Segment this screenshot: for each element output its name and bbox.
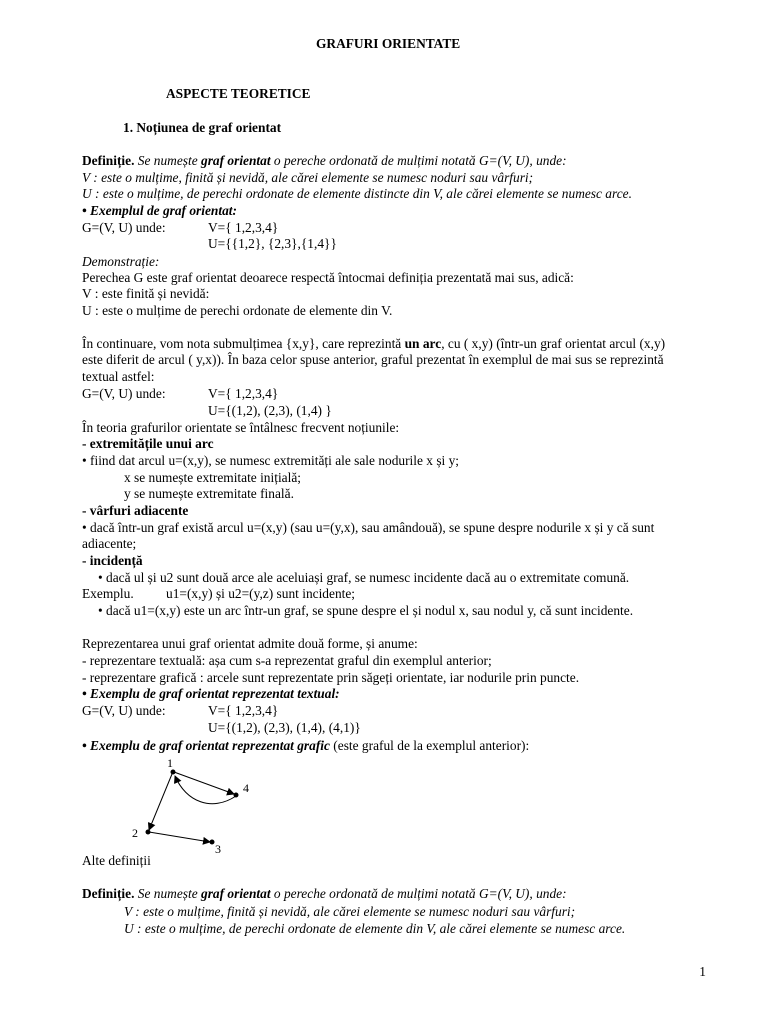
example-2-u: U={(1,2), (2,3), (1,4), (4,1)} <box>208 720 361 735</box>
node-label-2: 2 <box>132 826 138 840</box>
definition-2-v: V : este o mulțime, finită și nevidă, ale cărei elemente se numesc noduri sau vârfuri; <box>124 904 576 919</box>
definition-term: graf orientat <box>201 153 271 168</box>
graph-drawing <box>122 752 322 862</box>
demo-line-3: U : este o mulțime de perechi ordonate de elemente din V. <box>82 303 393 318</box>
example-1-u: U={{1,2}, {2,3},{1,4}} <box>208 236 337 251</box>
definition-1-u: U : este o mulțime, de perechi ordonate de elemente distincte din V, ale cărei elemente se numesc arce. <box>82 186 632 201</box>
arc-2-3 <box>149 832 210 842</box>
node-label-1: 1 <box>167 756 173 770</box>
definition-2: Definiție. Se numește graf orientat o pereche ordonată de mulțimi notată G=(V, U), unde: <box>82 886 567 901</box>
alte-definitii: Alte definiții <box>82 853 151 868</box>
adiacente-line-2: adiacente; <box>82 536 137 551</box>
reprezentare-line-3: - reprezentare grafică : arcele sunt reprezentate prin săgeți orientate, iar nodurile prin puncte. <box>82 670 580 685</box>
extremitati-line-1: • fiind dat arcul u=(x,y), se numesc extremități ale sale nodurile x și y; <box>82 453 460 468</box>
definition-term: graf orientat <box>201 886 271 901</box>
demo-line-2: V : este finită și nevidă: <box>82 286 210 301</box>
incidenta-example: u1=(x,y) și u2=(y,z) sunt incidente; <box>166 586 356 601</box>
arc-1-4 <box>174 772 234 794</box>
node-4 <box>234 793 239 798</box>
continuare-line-1: În continuare, vom nota submulțimea {x,y}, care reprezintă un arc, cu ( x,y) (într-un graf orientat arcul (x,y) <box>82 336 666 351</box>
node-label-4: 4 <box>243 781 249 795</box>
definition-label: Definiție. <box>82 886 135 901</box>
node-1 <box>171 770 176 775</box>
document-title: GRAFURI ORIENTATE <box>316 36 461 51</box>
reprezentare-line-1: Reprezentarea unui graf orientat admite două forme, și anume: <box>82 636 418 651</box>
incidenta-line-1: • dacă ul și u2 sunt două arce ale aceluiași graf, se numesc incidente dacă au o extremitate comună. <box>98 570 630 585</box>
example-1-heading: • Exemplul de graf orientat: <box>82 203 237 218</box>
example-1-v: V={ 1,2,3,4} <box>208 220 279 235</box>
reprezentare-line-2: - reprezentare textuală: așa cum s-a reprezentat graful din exemplul anterior; <box>82 653 492 668</box>
example-2-g: G=(V, U) unde: <box>82 703 166 718</box>
node-3 <box>210 840 215 845</box>
subsection-heading: 1. Noțiunea de graf orientat <box>123 120 282 135</box>
page-number: 1 <box>699 964 706 979</box>
incidenta-heading: - incidență <box>82 553 143 568</box>
continuare-g: G=(V, U) unde: <box>82 386 166 401</box>
continuare-u: U={(1,2), (2,3), (1,4) } <box>208 403 332 418</box>
example-3-heading: • Exemplu de graf orientat reprezentat grafic (este graful de la exemplul anterior): <box>82 738 530 753</box>
adiacente-heading: - vârfuri adiacente <box>82 503 189 518</box>
example-2-v: V={ 1,2,3,4} <box>208 703 279 718</box>
adiacente-line-1: • dacă într-un graf există arcul u=(x,y) (sau u=(y,x), sau amândouă), se spune despre nodurile x și y că sunt <box>82 520 655 535</box>
arc-4-1 <box>175 776 236 804</box>
definition-1-v: V : este o mulțime, finită și nevidă, ale cărei elemente se numesc noduri sau vârfuri; <box>82 170 534 185</box>
example-2-heading: • Exemplu de graf orientat reprezentat textual: <box>82 686 340 701</box>
continuare-line-2: este diferit de arcul ( y,x)). În baza celor spuse anterior, graful prezentat în exemplul de mai sus se reprezintă <box>82 352 664 367</box>
definition-1: Definiție. Se numește graf orientat o pereche ordonată de mulțimi notată G=(V, U), unde: <box>82 153 567 168</box>
extremitati-line-2: x se numește extremitate inițială; <box>124 470 301 485</box>
definition-2-u: U : este o mulțime, de perechi ordonate de elemente din V, ale cărei elemente se numesc arce. <box>124 921 626 936</box>
node-label-3: 3 <box>215 842 221 856</box>
incidenta-example-label: Exemplu. <box>82 586 134 601</box>
incidenta-line-3: • dacă u1=(x,y) este un arc într-un graf, se spune despre el și nodul x, sau nodul y, că sunt incidente. <box>98 603 634 618</box>
demo-heading: Demonstrație: <box>82 254 160 269</box>
node-2 <box>146 830 151 835</box>
extremitati-heading: - extremitățile unui arc <box>82 436 214 451</box>
demo-line-1: Perechea G este graf orientat deoarece respectă întocmai definiția prezentată mai sus, adică: <box>82 270 574 285</box>
example-1-g: G=(V, U) unde: <box>82 220 166 235</box>
extremitati-line-3: y se numește extremitate finală. <box>124 486 294 501</box>
notiuni-intro: În teoria grafurilor orientate se întâlnesc frecvent noțiunile: <box>82 420 400 435</box>
definition-label: Definiție. <box>82 153 135 168</box>
continuare-line-3: textual astfel: <box>82 369 155 384</box>
arc-1-2 <box>149 774 172 830</box>
section-heading: ASPECTE TEORETICE <box>166 86 311 101</box>
continuare-v: V={ 1,2,3,4} <box>208 386 279 401</box>
